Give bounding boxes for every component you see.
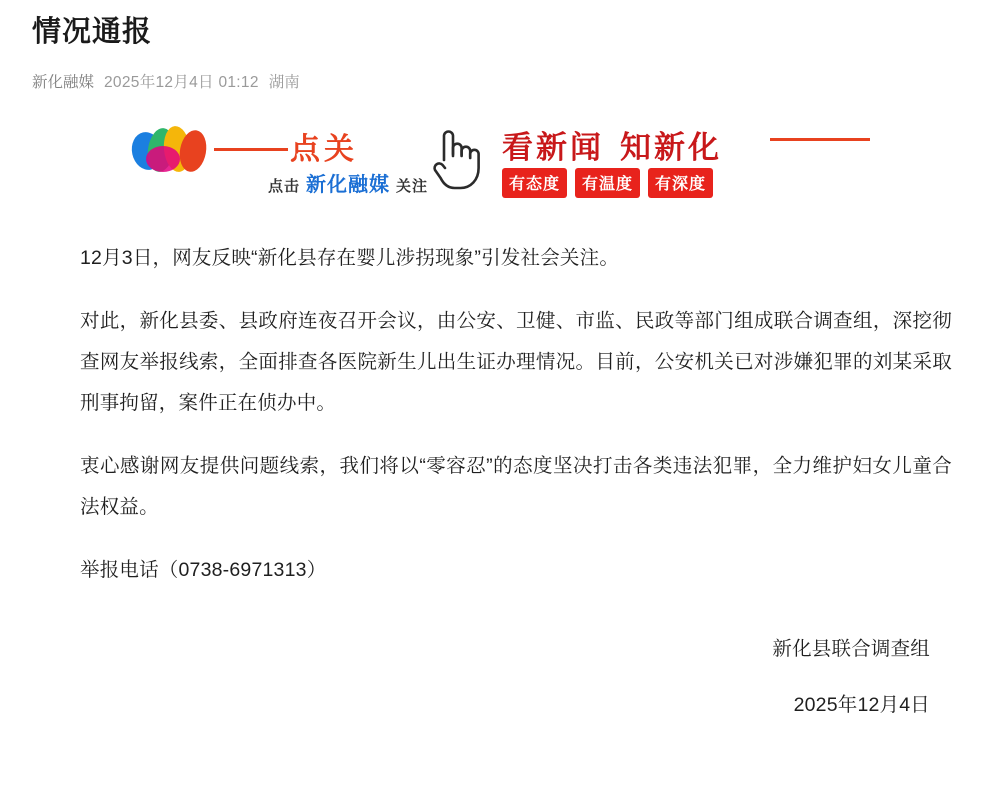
article-paragraph: 12月3日，网友反映“新化县存在婴儿涉拐现象”引发社会关注。 [80, 246, 620, 269]
signature-organization: 新化县联合调查组 [772, 637, 930, 660]
banner-follow-label[interactable]: 关注 [396, 177, 429, 195]
banner-tag: 有深度 [648, 168, 713, 198]
banner-slogan [502, 122, 722, 167]
banner-brand-label[interactable]: 新化融媒 [306, 173, 391, 196]
banner-click-label: 点击 [268, 177, 301, 195]
page-title: 情况通报 [32, 16, 153, 48]
report-hotline: 举报电话（0738-6971313） [80, 558, 327, 581]
banner-subline [268, 168, 428, 197]
article-paragraph: 对此，新化县委、县政府连夜召开会议，由公安、卫健、市监、民政等部门组成联合调查组，深挖彻查网友举报线索，全面排查各医院新生儿出生证办理情况。目前，公安机关已对涉嫌犯罪的刘某采取刑事拘留，案件正在侦办中。 [80, 309, 952, 414]
divider-left [214, 148, 288, 151]
banner-tag: 有温度 [575, 168, 640, 198]
byline-location: 湖南 [268, 73, 300, 91]
article-paragraph: 衷心感谢网友提供问题线索，我们将以“零容忍”的态度坚决打击各类违法犯罪，全力维护妇女儿童合法权益。 [80, 454, 952, 518]
byline [32, 70, 970, 92]
banner-headline: 点关 [290, 131, 358, 167]
byline-source[interactable]: 新化融媒 [32, 73, 95, 91]
follow-banner [30, 116, 970, 212]
byline-datetime: 2025年12月4日 01:12 [104, 73, 259, 91]
media-logo-icon [130, 126, 208, 178]
slogan-right: 知新化 [620, 129, 722, 166]
signature-date: 2025年12月4日 [793, 693, 930, 716]
article-body [30, 238, 970, 726]
banner-tag: 有态度 [502, 168, 567, 198]
banner-tag-list [502, 168, 713, 198]
pointing-hand-icon [422, 122, 482, 192]
slogan-left: 看新闻 [502, 129, 604, 166]
divider-right [770, 138, 870, 141]
